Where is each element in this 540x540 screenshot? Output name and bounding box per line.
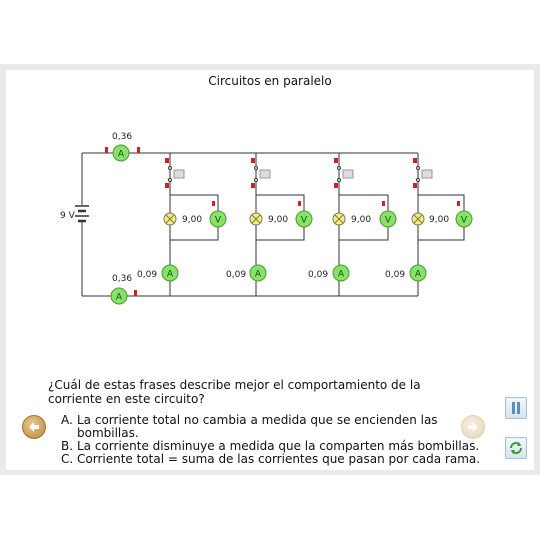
- ammeter-bottom-reading: 0,36: [112, 274, 133, 284]
- option-letter: C.: [61, 452, 74, 466]
- voltmeter-reading: 9,00: [182, 215, 203, 225]
- voltmeter-letter: V: [300, 215, 308, 226]
- pause-icon: [506, 398, 526, 418]
- option-a[interactable]: [61, 414, 481, 440]
- voltmeter-letter: V: [460, 215, 468, 226]
- ammeter-letter: A: [414, 269, 422, 280]
- refresh-button[interactable]: [505, 437, 527, 459]
- option-text: La corriente disminuye a medida que la comparten más bombillas.: [77, 439, 480, 453]
- ammeter-letter: A: [254, 269, 262, 280]
- page-title: Circuitos en paralelo: [208, 74, 332, 88]
- prev-button[interactable]: [22, 415, 46, 439]
- battery-label: 9 V: [60, 211, 75, 221]
- branch-2: [226, 158, 312, 281]
- ammeter-letter: A: [337, 269, 345, 280]
- ammeter-letter: A: [166, 269, 174, 280]
- main-ammeter-bottom: [111, 274, 137, 304]
- ammeter-reading: 0,09: [385, 270, 406, 280]
- question-text: ¿Cuál de estas frases describe mejor el comportamiento de la corriente en este circuito?: [48, 378, 421, 406]
- battery-icon: [75, 206, 89, 221]
- pause-button[interactable]: [505, 397, 527, 419]
- answer-options: [61, 414, 481, 466]
- refresh-icon: [506, 438, 526, 458]
- switch-3[interactable]: [343, 170, 353, 178]
- voltmeter-letter: V: [214, 215, 222, 226]
- option-text: La corriente total no cambia a medida que se encienden las bombillas.: [77, 413, 438, 440]
- next-button[interactable]: [461, 415, 485, 439]
- branch-3: [308, 158, 396, 281]
- option-text: Corriente total = suma de las corrientes que pasan por cada rama.: [77, 452, 481, 466]
- switch-2[interactable]: [260, 170, 270, 178]
- ammeter-reading: 0,09: [137, 270, 158, 280]
- branch-4: [385, 158, 472, 281]
- voltmeter-letter: V: [384, 215, 392, 226]
- voltmeter-reading: 9,00: [429, 215, 450, 225]
- arrow-right-icon: [462, 416, 484, 438]
- voltmeter-reading: 9,00: [268, 215, 289, 225]
- ammeter-letter: A: [117, 149, 125, 160]
- main-ammeter-top: [105, 132, 140, 161]
- ammeter-reading: 0,09: [226, 270, 247, 280]
- branch-1: [137, 158, 226, 281]
- switch-1[interactable]: [174, 170, 184, 178]
- arrow-left-icon: [23, 416, 45, 438]
- option-letter: B.: [61, 439, 74, 453]
- ammeter-letter: A: [115, 292, 123, 303]
- ammeter-reading: 0,09: [308, 270, 329, 280]
- option-c[interactable]: [61, 453, 481, 466]
- ammeter-top-reading: 0,36: [112, 132, 133, 142]
- switch-4[interactable]: [422, 170, 432, 178]
- voltmeter-reading: 9,00: [351, 215, 372, 225]
- option-letter: A.: [61, 413, 73, 427]
